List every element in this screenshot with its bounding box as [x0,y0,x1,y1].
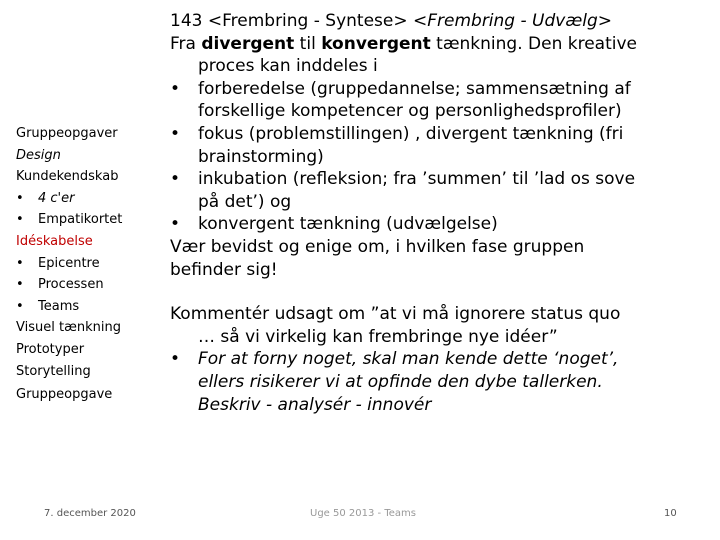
bullet-continuation: forskellige kompetencer og personlighedsprofiler) [198,101,622,122]
intro-text: tænkning. Den kreative [430,33,637,54]
italic-bullet [170,348,715,371]
sidebar-item-prototyper: Prototyper [16,341,85,357]
comment-continuation: … så vi virkelig kan frembringe nye idéer” [198,326,558,347]
footer-date: 7. december 2020 [44,508,136,519]
sidebar-item-storytelling: Storytelling [16,363,91,379]
intro-text: til [294,33,322,54]
bullet-text: For at forny noget, skal man kende dette ‘noget’, [198,349,619,370]
sidebar-item-teams [16,296,156,318]
sidebar-item-visuel-taenkning: Visuel tænkning [16,320,121,336]
intro-continuation: proces kan inddeles i [198,56,378,77]
sidebar-item-kundekendskab: Kundekendskab [16,169,119,185]
comment-line: Kommentér udsagt om ”at vi må ignorere status quo [170,304,621,325]
sidebar-item-ideskabelse: Idéskabelse [16,233,93,249]
slide-title [170,10,715,33]
bullet-text: fokus (problemstillingen) , divergent tænkning (fri [198,123,624,144]
sidebar-item-gruppeopgave: Gruppeopgave [16,387,113,403]
sidebar-item-design: Design [16,147,61,163]
intro-bold-divergent: divergent [201,33,295,54]
sidebar-outline [16,123,156,406]
phase-bullet [170,213,715,236]
phase-bullet [170,123,715,146]
sidebar-item-4-cer [16,188,156,210]
spacer [170,281,715,303]
bullet-text: inkubation (refleksion; fra ’summen’ til ’lad os sove [198,169,636,190]
closing-line: befinder sig! [170,259,278,280]
closing-line: Vær bevidst og enige om, i hvilken fase gruppen [170,236,585,257]
title-italic: <Frembring - Udvælg> [413,11,613,31]
bullet-continuation: ellers risikerer vi at opfinde den dybe tallerken. [198,371,603,392]
slide-content [170,10,715,416]
title-plain: 143 <Frembring - Syntese> [170,11,413,31]
sidebar-item-processen [16,274,156,296]
bullet-text: konvergent tænkning (udvælgelse) [198,214,498,235]
footer-center: Uge 50 2013 - Teams [310,508,416,519]
phase-bullet [170,78,715,101]
intro-text: Fra [170,33,202,54]
sidebar-item-label: 4 c'er [38,190,75,206]
sidebar-item-epicentre [16,253,156,275]
sidebar-item-label: Epicentre [38,255,100,271]
bullet-continuation: Beskriv - analysér - innovér [198,394,432,415]
bullet-text: forberedelse (gruppedannelse; sammensætning af [198,78,631,99]
sidebar-item-label: Empatikortet [38,212,123,228]
sidebar-item-label: Teams [38,298,80,314]
sidebar-item-empatikortet [16,209,156,231]
slide-number: 10 [664,508,677,519]
phase-bullet [170,168,715,191]
intro-line [170,33,715,56]
bullet-continuation: brainstorming) [198,146,324,167]
bullet-continuation: på det’) og [198,191,292,212]
intro-bold-konvergent: konvergent [321,33,431,54]
sidebar-item-label: Processen [38,277,104,293]
sidebar-item-gruppeopgaver: Gruppeopgaver [16,126,118,141]
